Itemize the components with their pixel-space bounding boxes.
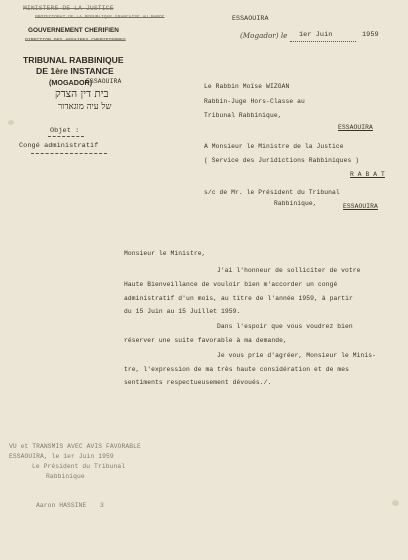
sender-title: Rabbin-Juge Hors-Classe au bbox=[204, 98, 305, 105]
endorsement-line1: VU et TRANSMIS AVEC AVIS FAVORABLE bbox=[9, 443, 141, 450]
sender-tribunal: Tribunal Rabbinique, bbox=[204, 112, 282, 119]
tribunal-essaouira: ESSAOUIRA bbox=[86, 78, 122, 85]
recipient-city: R A B A T bbox=[350, 171, 385, 178]
tribunal-instance: DE 1ère INSTANCE bbox=[36, 66, 114, 76]
endorsement-line3: Le Président du Tribunal bbox=[32, 463, 126, 470]
via-city: ESSAOUIRA bbox=[343, 203, 378, 210]
dateline-city: ESSAOUIRA bbox=[232, 15, 269, 22]
signatory-suffix: 3 bbox=[100, 502, 104, 509]
tribunal-name: TRIBUNAL RABBINIQUE bbox=[23, 55, 124, 65]
tribunal-mogador: (MOGADOR) bbox=[49, 78, 93, 87]
ministry-header: MINISTERE DE LA JUSTICE bbox=[23, 5, 114, 12]
body-paragraph3-line1: Je vous prie d'agréer, Monsieur le Minis- bbox=[217, 352, 377, 359]
dateline-year: 1959 bbox=[362, 31, 379, 39]
hebrew-court-name: בית דין הצדק bbox=[55, 88, 109, 100]
sender-name: Le Rabbin Moïse WIZGAN bbox=[204, 83, 290, 90]
paper-stain bbox=[8, 120, 14, 125]
government-header: GOUVERNEMENT CHERIFIEN bbox=[28, 27, 119, 34]
dateline-day: 1er Juin bbox=[299, 31, 333, 39]
recipient-line1: A Monsieur le Ministre de la Justice bbox=[204, 143, 344, 150]
sender-city: ESSAOUIRA bbox=[338, 124, 373, 131]
hebrew-court-city: של עיה מוגאדור bbox=[58, 102, 112, 112]
direction-header: DIRECTION DES AFFAIRES CHERIFIENNES bbox=[25, 38, 126, 43]
objet-value: Congé administratif bbox=[19, 142, 99, 150]
objet-value-underline bbox=[31, 153, 107, 154]
body-paragraph1-line2: Haute Bienveillance de vouloir bien m'accorder un congé bbox=[124, 281, 338, 288]
endorsement-line2: ESSAOUIRA, le 1er Juin 1959 bbox=[9, 453, 114, 460]
signatory-name: Aaron HASSINE bbox=[36, 502, 87, 509]
objet-underline bbox=[48, 136, 84, 137]
dateline-dotted-line bbox=[290, 41, 356, 42]
body-paragraph3-line2: tre, l'expression de ma très haute considération et de mes bbox=[124, 366, 349, 373]
via-line2: Rabbinique, bbox=[274, 200, 317, 207]
body-paragraph1-line3: administratif d'un mois, au titre de l'année 1959, à partir bbox=[124, 295, 353, 302]
salutation: Monsieur le Ministre, bbox=[124, 250, 206, 257]
paper-stain bbox=[392, 500, 399, 506]
dateline-place: (Mogador) le bbox=[240, 31, 288, 40]
body-paragraph1-line1: J'ai l'honneur de solliciter de votre bbox=[217, 267, 361, 274]
body-paragraph2-line1: Dans l'espoir que vous voudrez bien bbox=[217, 323, 353, 330]
endorsement-line4: Rabbinique bbox=[46, 473, 85, 480]
body-paragraph1-line4: du 15 Juin au 15 Juillet 1959. bbox=[124, 308, 241, 315]
body-paragraph2-line2: réserver une suite favorable à ma demande, bbox=[124, 337, 287, 344]
via-line1: s/c de Mr. le Président du Tribunal bbox=[204, 189, 340, 196]
objet-label: Objet : bbox=[50, 127, 80, 135]
recipient-line2: ( Service des Juridictions Rabbiniques ) bbox=[204, 157, 360, 164]
body-paragraph3-line3: sentiments respectueusement dévoués./. bbox=[124, 379, 272, 386]
protectorate-header: PROTECTORAT DE LA REPUBLIQUE FRANCAISE AU MAROC bbox=[35, 15, 165, 20]
